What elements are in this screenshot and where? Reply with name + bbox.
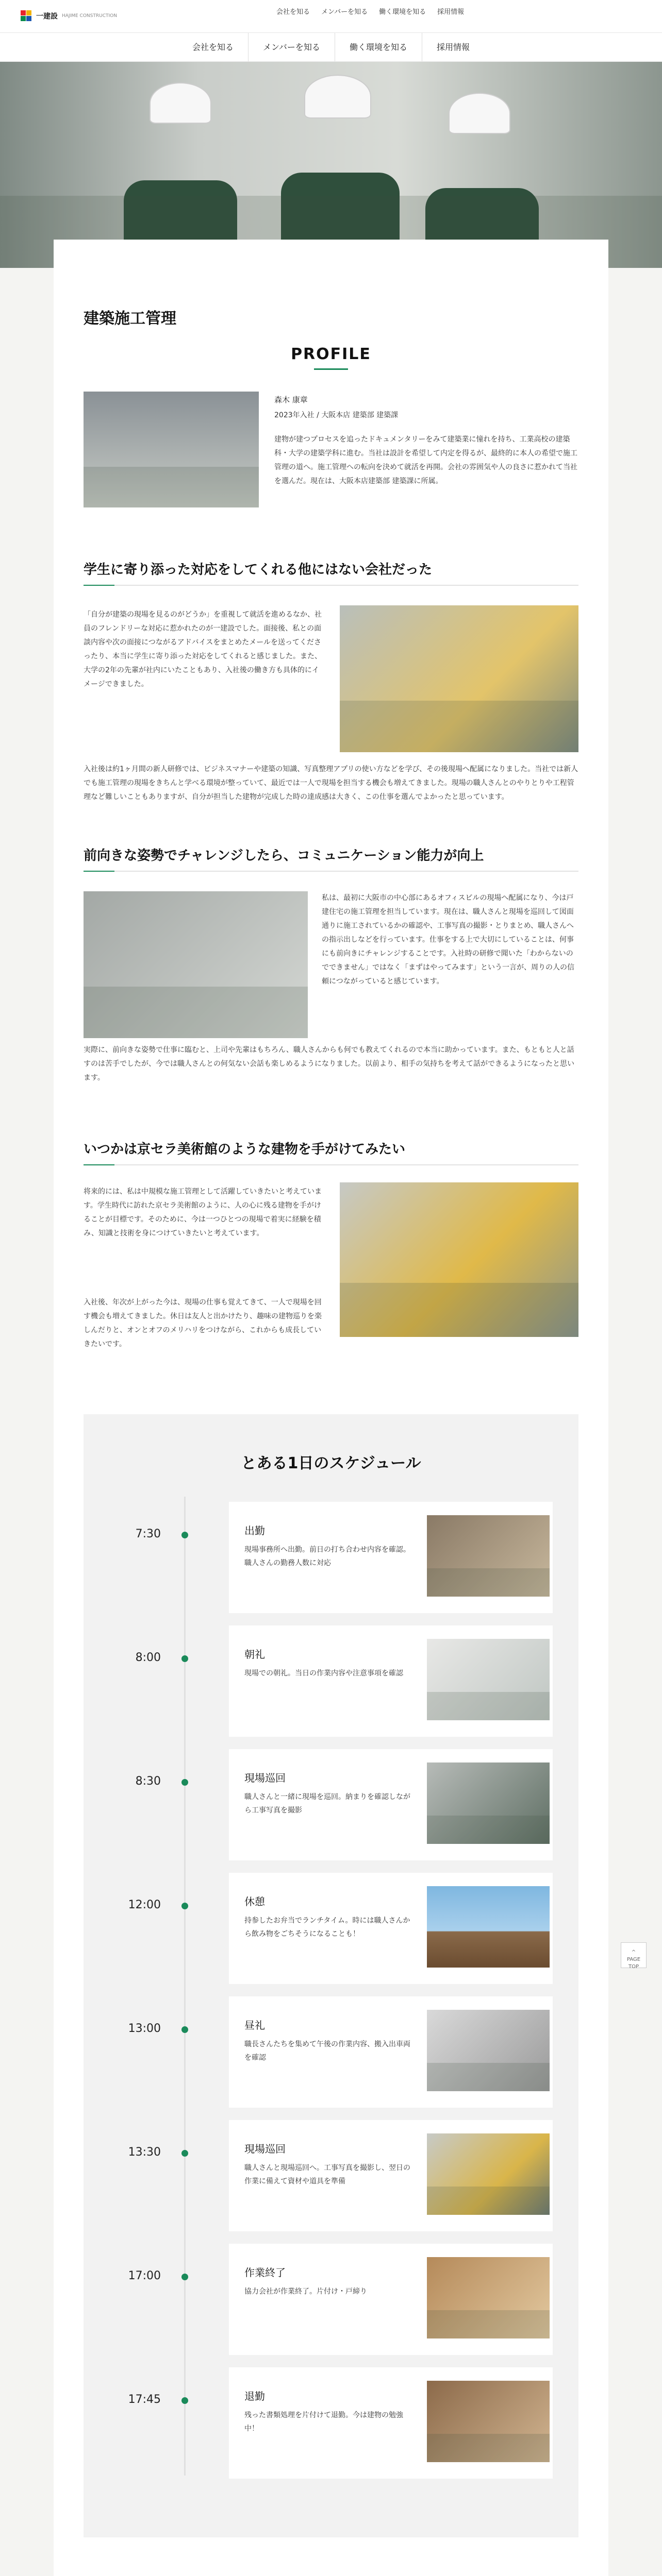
section-2-body-2: 実際に、前向きな姿勢で仕事に臨むと、上司や先輩はもちろん、職人さんからも何でも教えてくれるので本当に助かっています。また、もともと人と話すのは苦手でしたが、今では職人さんとの何気ない会話も楽しめるようになりました。以前より、相手の気持ちを考えて話ができるようになったと思います。 bbox=[84, 1046, 574, 1082]
section-divider bbox=[84, 585, 578, 586]
section-1-body-1: 「自分が建築の現場を見るのがどうか」を重視して就活を進めるなか、社員のフレンドリーな対応に惹かれたのが一建設でした。面接後、私との面談内容や次の面接につながるアドバイスをまとめたメールを送ってくださったり、本当に学生に寄り添った対応をしてくれると感じました。また、大学の2年の先輩が社内にいたこともあり、入社後の働き方も具体的にイメージできました。 bbox=[84, 611, 322, 688]
timeline-dot bbox=[181, 2026, 188, 2033]
schedule-time: 17:45 bbox=[128, 2393, 161, 2406]
sub-nav-company[interactable]: 会社を知る bbox=[192, 42, 234, 52]
chevron-up-icon: ^ bbox=[631, 1950, 636, 1955]
schedule-item-title: 昼礼 bbox=[244, 2019, 265, 2031]
schedule-item-photo bbox=[427, 1639, 550, 1720]
site-header bbox=[0, 0, 662, 33]
top-nav-company[interactable]: 会社を知る bbox=[276, 8, 310, 16]
schedule-box bbox=[229, 1749, 553, 1860]
profile-photo bbox=[84, 392, 259, 507]
logo-icon bbox=[21, 10, 32, 22]
section-3-heading: いつかは京セラ美術館のような建物を手がけてみたい bbox=[84, 1142, 406, 1157]
profile-name: 森木 康章 bbox=[274, 395, 308, 404]
schedule-item-desc: 職人さんと一緒に現場を巡回。納まりを確認しながら工事写真を撮影 bbox=[244, 1793, 410, 1815]
schedule-item-photo bbox=[427, 2257, 550, 2338]
sub-nav-recruit[interactable]: 採用情報 bbox=[422, 33, 484, 61]
article-card bbox=[54, 240, 608, 2576]
top-nav-recruit[interactable]: 採用情報 bbox=[437, 8, 465, 16]
section-2-photo bbox=[84, 891, 308, 1038]
section-2-body-1: 私は、最初に大阪市の中心部にあるオフィスビルの現場へ配属になり、今は戸建住宅の施工管理を担当しています。現在は、職人さんと現場を巡回して図面通りに施工されているかの確認や、工事写真の撮影・とりまとめ、職人さんへの指示出しなどを行っています。仕事をする上で大切にしていることは、何事にも前向きにチャレンジすることです。入社時の研修で聞いた「わからないのでできません」ではなく「まずはやってみます」という一言が、周りの人の信頼につながっていると感じています。 bbox=[322, 894, 574, 986]
timeline-dot bbox=[181, 2274, 188, 2280]
schedule-box bbox=[229, 2367, 553, 2479]
section-3-body-1: 将来的には、私は中規模な施工管理として活躍していきたいと考えています。学生時代に訪れた京セラ美術館のように、人の心に残る建物を手がけることが目標です。そのために、今は一つひとつの現場で着実に経験を積み、知識と技術を身につけていきたいと考えています。 bbox=[84, 1188, 322, 1238]
schedule-item-title: 出勤 bbox=[244, 1524, 265, 1537]
timeline-dot bbox=[181, 1779, 188, 1786]
schedule-item bbox=[84, 1873, 578, 1984]
profile-meta: 2023年入社 / 大阪本店 建築部 建築課 bbox=[274, 411, 399, 419]
schedule-box bbox=[229, 2120, 553, 2231]
schedule-section bbox=[84, 1414, 578, 2537]
sub-nav-environment[interactable]: 働く環境を知る bbox=[335, 33, 422, 61]
helmet-shape bbox=[304, 75, 371, 118]
schedule-item bbox=[84, 1996, 578, 2108]
sub-nav-members[interactable]: メンバーを知る bbox=[248, 33, 335, 61]
schedule-item-desc: 現場での朝礼。当日の作業内容や注意事項を確認 bbox=[244, 1669, 403, 1677]
schedule-item bbox=[84, 1749, 578, 1860]
timeline-dot bbox=[181, 1532, 188, 1538]
schedule-item bbox=[84, 2367, 578, 2479]
schedule-item-desc: 残った書類処理を片付けて退勤。今は建物の勉強中！ bbox=[244, 2411, 403, 2433]
section-divider bbox=[84, 1164, 578, 1165]
schedule-item bbox=[84, 2244, 578, 2355]
schedule-item-photo bbox=[427, 2381, 550, 2462]
page-top-label: PAGE TOP bbox=[626, 1957, 641, 1970]
schedule-time: 12:00 bbox=[128, 1899, 161, 1911]
schedule-time: 8:00 bbox=[135, 1651, 161, 1664]
schedule-box bbox=[229, 1502, 553, 1613]
sub-nav bbox=[0, 33, 662, 62]
schedule-title: とある1日のスケジュール bbox=[241, 1454, 421, 1472]
schedule-item-title: 現場巡回 bbox=[244, 2143, 286, 2155]
top-nav-members[interactable]: メンバーを知る bbox=[321, 8, 368, 16]
section-3-photo bbox=[340, 1182, 578, 1337]
page-top-button[interactable] bbox=[621, 1942, 647, 1968]
hero-image bbox=[0, 62, 662, 268]
schedule-item-desc: 持参したお弁当でランチタイム。時には職人さんから飲み物をごちそうになることも！ bbox=[244, 1917, 410, 1938]
schedule-time: 13:00 bbox=[128, 2022, 161, 2035]
timeline-dot bbox=[181, 2397, 188, 2404]
schedule-item-photo bbox=[427, 2010, 550, 2091]
schedule-item-photo bbox=[427, 1515, 550, 1597]
schedule-item bbox=[84, 2120, 578, 2231]
section-3-body-2: 入社後、年次が上がった今は、現場の仕事も覚えてきて、一人で現場を回す機会も増えてきました。休日は友人と出かけたり、趣味の建物巡りを楽しんだりと、オンとオフのメリハリをつけながら、これからも成長していきたいです。 bbox=[84, 1298, 322, 1348]
helmet-shape bbox=[150, 82, 211, 124]
schedule-item-title: 退勤 bbox=[244, 2390, 265, 2402]
schedule-item bbox=[84, 1502, 578, 1613]
schedule-box bbox=[229, 2244, 553, 2355]
schedule-item-photo bbox=[427, 1762, 550, 1844]
section-1-heading: 学生に寄り添った対応をしてくれる他にはない会社だった bbox=[84, 562, 433, 578]
schedule-item-desc: 職長さんたちを集めて午後の作業内容、搬入出車両を確認 bbox=[244, 2040, 410, 2062]
section-1-photo bbox=[340, 605, 578, 752]
schedule-item-photo bbox=[427, 2133, 550, 2215]
section-1-body-2: 入社後は約1ヶ月間の新人研修では、ビジネスマナーや建築の知識、写真整理アプリの使い方などを学び、その後現場へ配属になりました。当社では新人でも施工管理の現場をきちんと学べる環境が整っていて、最近では一人で現場を担当する機会も増えてきました。現場の職人さんとのやりとりや工程管理など難しいこともありますが、自分が担当した建物が完成した時の達成感は大きく、この仕事を選んでよかったと思っています。 bbox=[84, 765, 578, 801]
schedule-item-title: 朝礼 bbox=[244, 1648, 265, 1660]
timeline-dot bbox=[181, 1903, 188, 1909]
schedule-item-title: 作業終了 bbox=[244, 2266, 286, 2279]
logo[interactable] bbox=[21, 10, 117, 22]
timeline-dot bbox=[181, 2150, 188, 2157]
schedule-item-desc: 職人さんと現場巡回へ。工事写真を撮影し、翌日の作業に備えて資材や道具を準備 bbox=[244, 2164, 410, 2185]
helmet-shape bbox=[449, 93, 510, 134]
schedule-item-desc: 現場事務所へ出勤。前日の打ち合わせ内容を確認。職人さんの勤務人数に対応 bbox=[244, 1546, 410, 1567]
schedule-box bbox=[229, 1873, 553, 1984]
section-divider bbox=[84, 871, 578, 872]
schedule-item-photo bbox=[427, 1886, 550, 1968]
schedule-time: 17:00 bbox=[128, 2269, 161, 2282]
schedule-box bbox=[229, 1996, 553, 2108]
schedule-item bbox=[84, 1625, 578, 1737]
top-nav-environment[interactable]: 働く環境を知る bbox=[379, 8, 426, 16]
schedule-item-title: 休憩 bbox=[244, 1895, 265, 1908]
schedule-time: 7:30 bbox=[135, 1528, 161, 1540]
schedule-time: 8:30 bbox=[135, 1775, 161, 1788]
profile-divider bbox=[314, 368, 348, 370]
schedule-box bbox=[229, 1625, 553, 1737]
top-nav bbox=[276, 6, 464, 16]
profile-body: 建物が建つプロセスを追ったドキュメンタリーをみて建築業に憧れを持ち、工業高校の建築科・大学の建築学科に進む。当社は設計を希望して内定を得るが、最終的に本人の希望で施工管理の道へ。施工管理への転向を決めて就活を再開。会社の雰囲気や人の良さに惹かれて当社を選んだ。現在は、大阪本店建築部 建築課に所属。 bbox=[274, 435, 577, 485]
section-2-heading: 前向きな姿勢でチャレンジしたら、コミュニケーション能力が向上 bbox=[84, 848, 484, 863]
profile-heading: PROFILE bbox=[291, 345, 371, 363]
timeline-dot bbox=[181, 1655, 188, 1662]
logo-subtitle: HAJIME CONSTRUCTION bbox=[62, 13, 117, 19]
schedule-time: 13:30 bbox=[128, 2146, 161, 2159]
schedule-item-title: 現場巡回 bbox=[244, 1772, 286, 1784]
schedule-item-desc: 協力会社が作業終了。片付け・戸締り bbox=[244, 2287, 367, 2296]
logo-name: 一建設 bbox=[36, 12, 58, 21]
page-title: 建築施工管理 bbox=[84, 310, 176, 328]
